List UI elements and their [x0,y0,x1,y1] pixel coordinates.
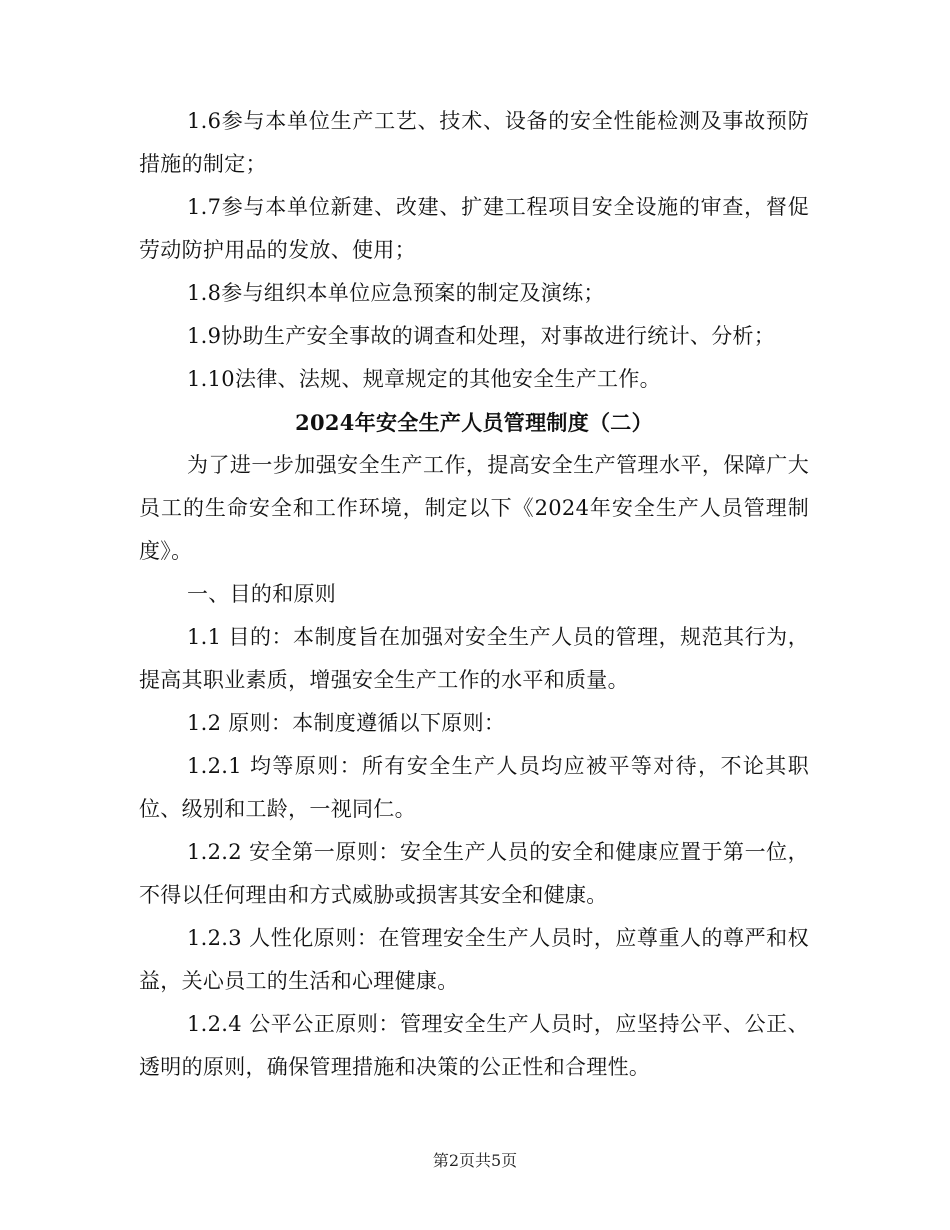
heading-purpose-principles: 一、目的和原则 [187,582,337,606]
paragraph-1-2-1: 1.2.1 均等原则：所有安全生产人员均应被平等对待，不论其职位、级别和工龄，一视同仁。 [139,754,809,821]
paragraph-1-2: 1.2 原则：本制度遵循以下原则： [187,711,506,735]
section-title: 2024年安全生产人员管理制度（二） [295,410,653,435]
paragraph-1-7: 1.7参与本单位新建、改建、扩建工程项目安全设施的审查，督促劳动防护用品的发放、使用； [139,195,809,262]
paragraph-1-2-2: 1.2.2 安全第一原则：安全生产人员的安全和健康应置于第一位，不得以任何理由和方式威胁或损害其安全和健康。 [139,840,809,907]
document-body [139,100,809,1089]
paragraph-1-2-4: 1.2.4 公平公正原则：管理安全生产人员时，应坚持公平、公正、透明的原则，确保管理措施和决策的公正性和合理性。 [139,1012,809,1079]
paragraph-intro: 为了进一步加强安全生产工作，提高安全生产管理水平，保障广大员工的生命安全和工作环境，制定以下《2024年安全生产人员管理制度》。 [139,453,809,563]
paragraph-1-2-3: 1.2.3 人性化原则：在管理安全生产人员时，应尊重人的尊严和权益，关心员工的生活和心理健康。 [139,926,809,993]
paragraph-1-1: 1.1 目的：本制度旨在加强对安全生产人员的管理，规范其行为，提高其职业素质，增强安全生产工作的水平和质量。 [139,625,809,692]
paragraph-1-10: 1.10法律、法规、规章规定的其他安全生产工作。 [187,367,661,391]
paragraph-1-8: 1.8参与组织本单位应急预案的制定及演练； [187,281,605,305]
paragraph-1-9: 1.9协助生产安全事故的调查和处理，对事故进行统计、分析； [187,324,776,348]
page-footer: 第2页共5页 [432,1151,518,1170]
paragraph-1-6: 1.6参与本单位生产工艺、技术、设备的安全性能检测及事故预防措施的制定； [139,109,809,176]
